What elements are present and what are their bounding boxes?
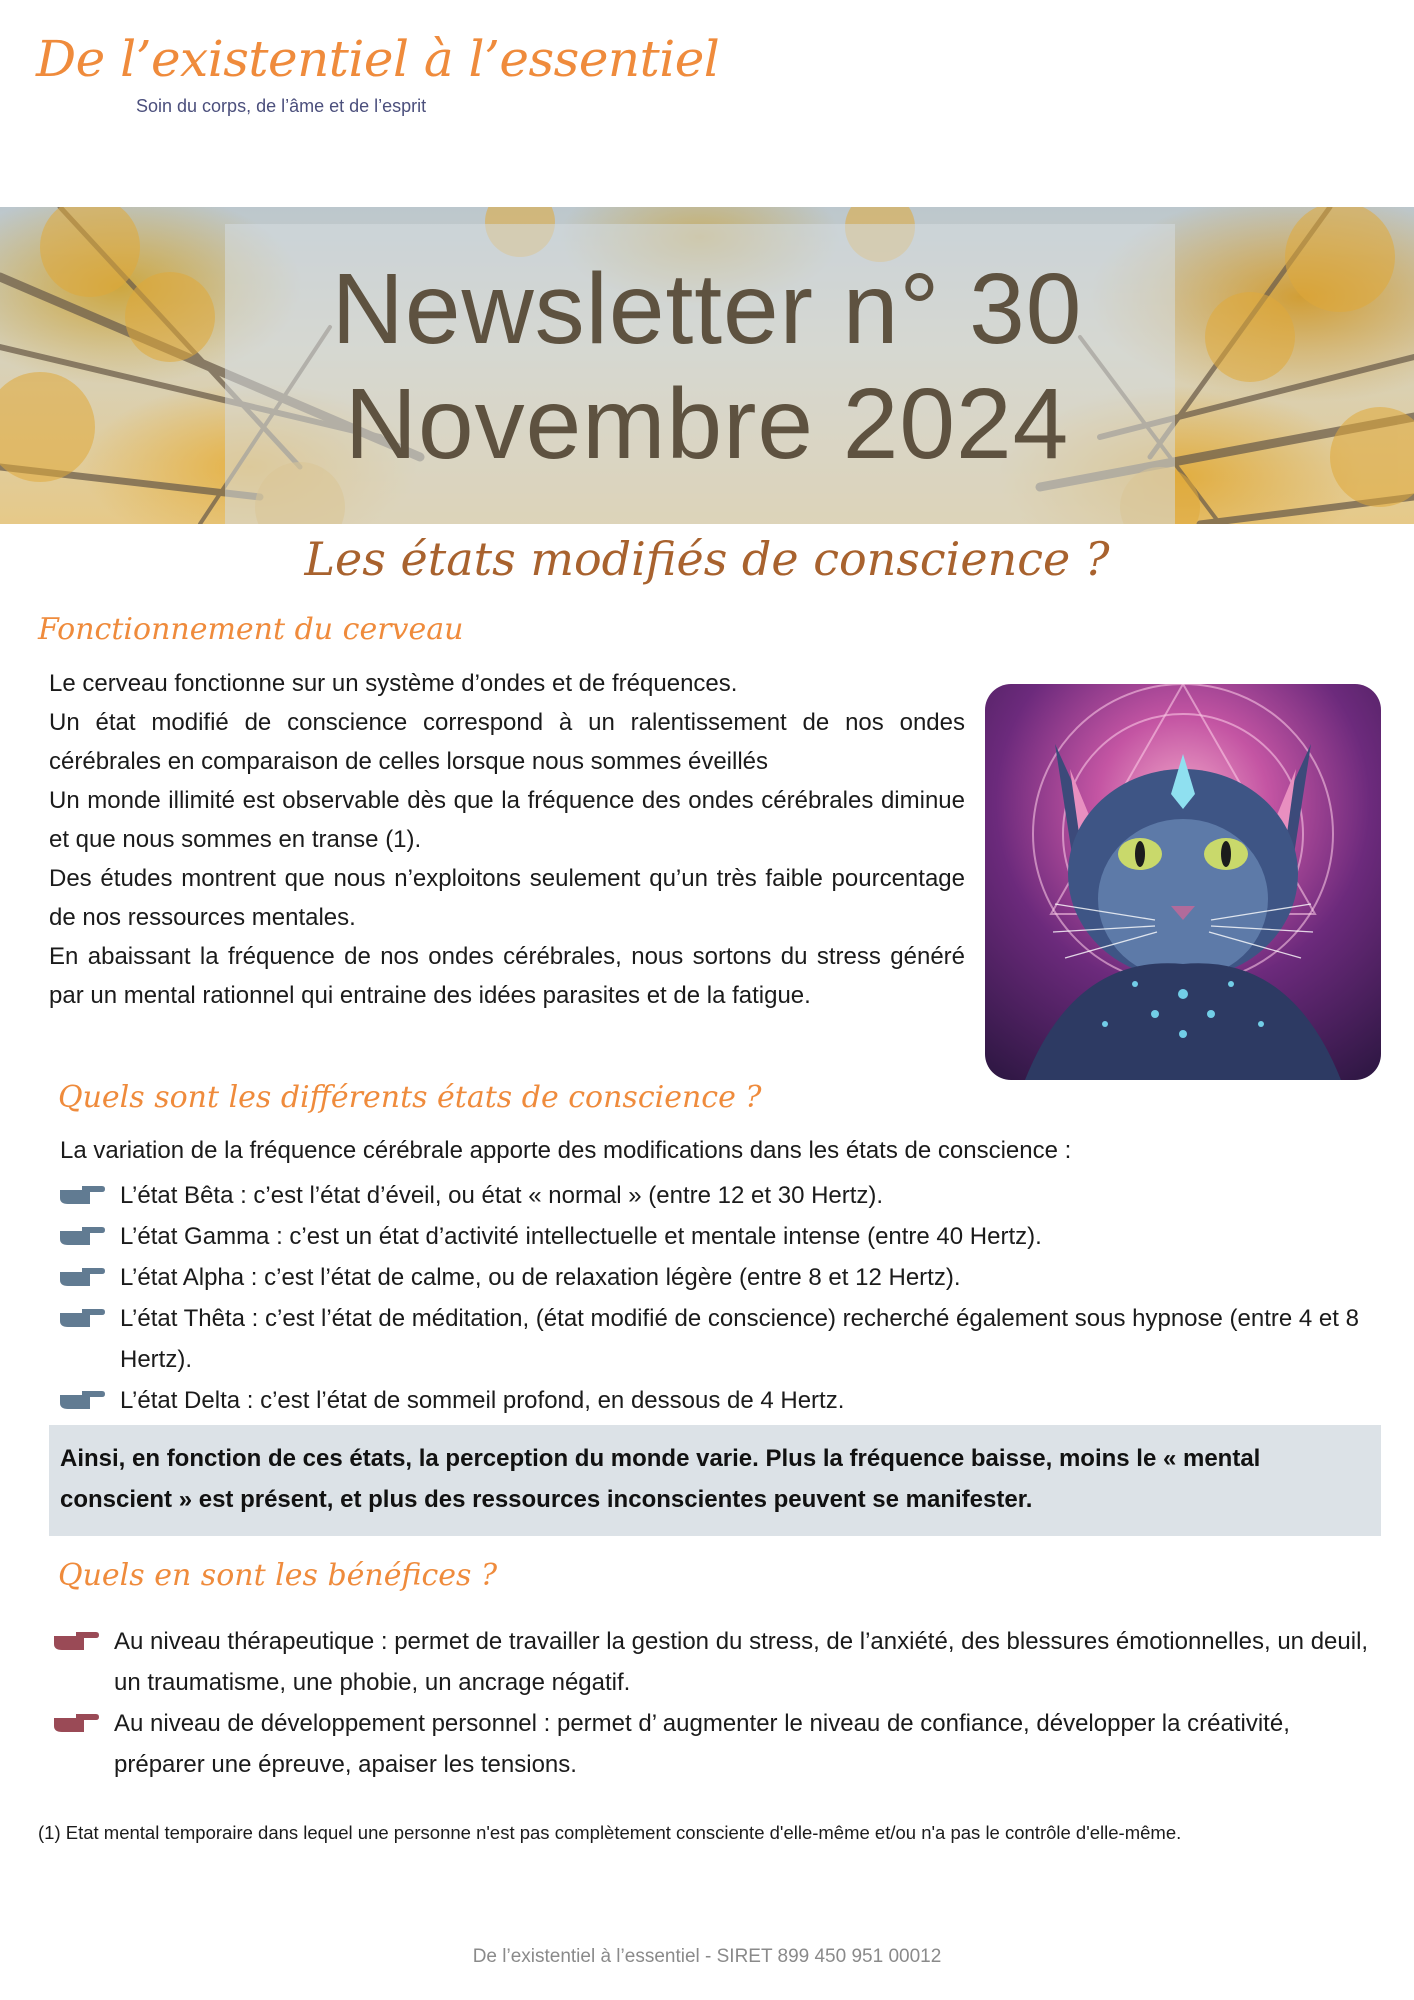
- list-item: [58, 1175, 1378, 1216]
- brand-title: De l’existentiel à l’essentiel: [36, 30, 720, 88]
- pointing-hand-icon: [58, 1182, 106, 1208]
- brain-text-column: [49, 664, 965, 1015]
- benefit-therapeutic: Au niveau thérapeutique : permet de travailler la gestion du stress, de l’anxiété, des blessures émotionnelles, un deuil, un traumatisme, une phobie, un ancrage négatif.: [114, 1628, 1369, 1696]
- article-title: Les états modifiés de conscience ?: [304, 532, 1110, 586]
- cat-artwork: [985, 684, 1381, 1080]
- newsletter-date: Novembre 2024: [344, 368, 1070, 480]
- paragraph: Le cerveau fonctionne sur un système d’ondes et de fréquences.: [49, 670, 738, 697]
- benefit-personal: Au niveau de développement personnel : permet d’ augmenter le niveau de confiance, développer la créativité, préparer une épreuve, apaiser les tensions.: [114, 1710, 1290, 1778]
- paragraph: En abaissant la fréquence de nos ondes cérébrales, nous sortons du stress généré par un mental rationnel qui entraine des idées parasites et de la fatigue.: [49, 943, 965, 1009]
- state-gamma: L’état Gamma : c’est un état d’activité intellectuelle et mentale intense (entre 40 Hertz).: [120, 1223, 1042, 1250]
- pointing-hand-icon: [58, 1387, 106, 1413]
- pointing-hand-icon: [52, 1628, 100, 1654]
- section-heading-brain: Fonctionnement du cerveau: [38, 612, 464, 647]
- paragraph: Des études montrent que nous n’exploitons seulement qu’un très faible pourcentage de nos ressources mentales.: [49, 865, 965, 931]
- section-heading-benefits: Quels en sont les bénéfices ?: [58, 1558, 498, 1593]
- states-list: [58, 1175, 1378, 1421]
- newsletter-banner: [0, 207, 1414, 524]
- section-heading-states: Quels sont les différents états de conscience ?: [58, 1080, 762, 1115]
- paragraph: Un état modifié de conscience correspond à un ralentissement de nos ondes cérébrales en comparaison de celles lorsque nous sommes éveillés: [49, 709, 965, 775]
- paragraph: Un monde illimité est observable dès que la fréquence des ondes cérébrales diminue et que nous sommes en transe (1).: [49, 787, 965, 853]
- list-item: [52, 1621, 1382, 1703]
- brand-subtitle: Soin du corps, de l’âme et de l’esprit: [136, 96, 427, 116]
- pointing-hand-icon: [52, 1710, 100, 1736]
- list-item: [58, 1380, 1378, 1421]
- state-theta: L’état Thêta : c’est l’état de méditation, (état modifié de conscience) recherché également sous hypnose (entre 4 et 8 Hertz).: [120, 1305, 1359, 1373]
- state-beta: L’état Bêta : c’est l’état d’éveil, ou état « normal » (entre 12 et 30 Hertz).: [120, 1182, 884, 1209]
- states-intro: La variation de la fréquence cérébrale apporte des modifications dans les états de conscience :: [60, 1137, 1072, 1164]
- pointing-hand-icon: [58, 1264, 106, 1290]
- pointing-hand-icon: [58, 1305, 106, 1331]
- list-item: [58, 1216, 1378, 1257]
- footer: De l’existentiel à l’essentiel - SIRET 899 450 951 00012: [472, 1946, 942, 1967]
- callout-box: [49, 1425, 1381, 1536]
- list-item: [52, 1703, 1382, 1785]
- benefits-list: [52, 1621, 1382, 1785]
- footnote: (1) Etat mental temporaire dans lequel une personne n'est pas complètement consciente d'elle-même et/ou n'a pas le contrôle d'elle-même.: [38, 1822, 1182, 1843]
- mystic-cat-illustration: [985, 684, 1381, 1080]
- list-item: [58, 1298, 1378, 1380]
- state-alpha: L’état Alpha : c’est l’état de calme, ou de relaxation légère (entre 8 et 12 Hertz).: [120, 1264, 961, 1291]
- list-item: [58, 1257, 1378, 1298]
- pointing-hand-icon: [58, 1223, 106, 1249]
- state-delta: L’état Delta : c’est l’état de sommeil profond, en dessous de 4 Hertz.: [120, 1387, 845, 1414]
- callout-text: Ainsi, en fonction de ces états, la perception du monde varie. Plus la fréquence baisse, moins le « mental conscient » est présent, et plus des ressources inconscientes peuvent se manifester.: [60, 1445, 1261, 1513]
- newsletter-number: Newsletter n° 30: [331, 253, 1083, 365]
